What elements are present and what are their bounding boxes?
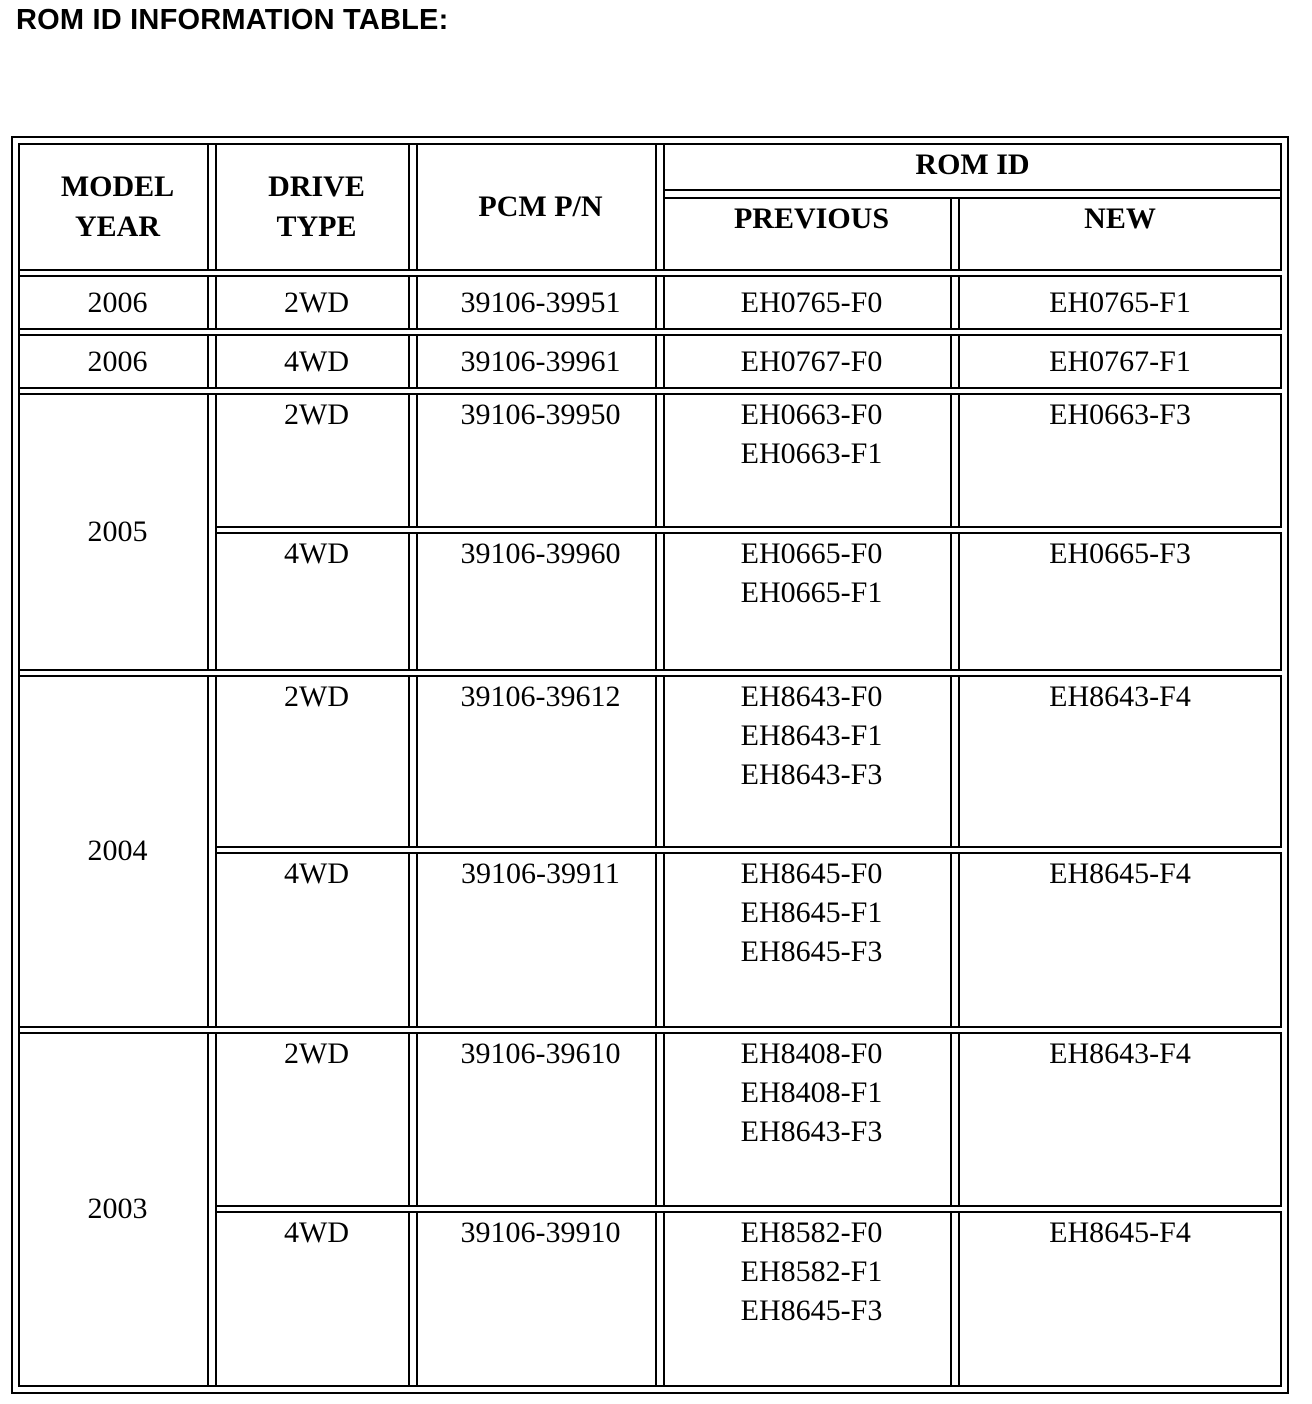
- previous-rom-id-cell: [665, 277, 960, 330]
- previous-rom-id: EH8643-F0: [740, 679, 883, 713]
- document-title: ROM ID INFORMATION TABLE:: [16, 4, 449, 36]
- pcm-pn-cell: 39106-39910: [418, 1213, 665, 1387]
- pcm-pn-cell: 39106-39950: [418, 395, 665, 528]
- model-year-cell: 2003: [20, 1034, 217, 1387]
- previous-rom-id-cell: [665, 395, 960, 528]
- previous-rom-id: EH8643-F1: [740, 718, 883, 752]
- pcm-pn-cell: 39106-39911: [418, 854, 665, 1027]
- table-row: [20, 677, 1282, 848]
- previous-rom-id-cell: [665, 854, 960, 1027]
- header-drive-type-line1: DRIVE: [268, 170, 365, 203]
- drive-type-cell: 2WD: [217, 1034, 418, 1207]
- previous-rom-id: EH8645-F3: [740, 1294, 883, 1328]
- header-model-year-line1: MODEL: [60, 170, 175, 203]
- previous-rom-id-cell: [665, 336, 960, 389]
- previous-rom-id-cell: [665, 1034, 960, 1207]
- header-pcm-pn: PCM P/N: [418, 145, 665, 271]
- model-year-cell: 2006: [20, 336, 217, 389]
- previous-rom-id: EH8582-F1: [740, 1255, 883, 1289]
- new-rom-id-cell: EH0665-F3: [960, 534, 1282, 671]
- table-row: [20, 1034, 1282, 1207]
- model-year-cell: 2006: [20, 277, 217, 330]
- new-rom-id-cell: EH0765-F1: [960, 277, 1282, 330]
- previous-rom-id: EH0765-F0: [740, 285, 883, 319]
- rom-id-table-body: [20, 271, 1282, 1387]
- new-rom-id-cell: EH8643-F4: [960, 677, 1282, 848]
- previous-rom-id: EH8582-F0: [740, 1216, 883, 1250]
- previous-rom-id: EH8645-F3: [740, 935, 883, 969]
- drive-type-cell: 2WD: [217, 677, 418, 848]
- rom-id-table: [18, 143, 1282, 1387]
- drive-type-cell: 4WD: [217, 534, 418, 671]
- model-year-cell: 2004: [20, 677, 217, 1028]
- table-row: [20, 336, 1282, 389]
- previous-rom-id-cell: [665, 677, 960, 848]
- drive-type-cell: 2WD: [217, 277, 418, 330]
- previous-rom-id: EH8408-F0: [740, 1036, 883, 1070]
- drive-type-cell: 4WD: [217, 854, 418, 1027]
- drive-type-cell: 2WD: [217, 395, 418, 528]
- table-row: [20, 277, 1282, 330]
- previous-rom-id: EH0665-F1: [740, 576, 883, 610]
- header-rom-id: ROM ID: [665, 145, 1282, 199]
- table-row: [20, 395, 1282, 528]
- model-year-cell: 2005: [20, 395, 217, 670]
- previous-rom-id: EH8645-F1: [740, 896, 883, 930]
- pcm-pn-cell: 39106-39951: [418, 277, 665, 330]
- new-rom-id-cell: EH8645-F4: [960, 854, 1282, 1027]
- header-previous: PREVIOUS: [665, 199, 960, 271]
- pcm-pn-cell: 39106-39961: [418, 336, 665, 389]
- rom-id-table-frame: [11, 136, 1289, 1394]
- pcm-pn-cell: 39106-39612: [418, 677, 665, 848]
- new-rom-id-cell: EH0663-F3: [960, 395, 1282, 528]
- previous-rom-id: EH0665-F0: [740, 537, 883, 571]
- drive-type-cell: 4WD: [217, 1213, 418, 1387]
- header-new: NEW: [960, 199, 1282, 271]
- previous-rom-id-cell: [665, 534, 960, 671]
- previous-rom-id: EH8643-F3: [740, 1114, 883, 1148]
- new-rom-id-cell: EH8643-F4: [960, 1034, 1282, 1207]
- previous-rom-id: EH0663-F1: [740, 437, 883, 471]
- header-drive-type-line2: TYPE: [276, 210, 357, 243]
- previous-rom-id: EH8408-F1: [740, 1075, 883, 1109]
- previous-rom-id: EH0663-F0: [740, 398, 883, 432]
- pcm-pn-cell: 39106-39610: [418, 1034, 665, 1207]
- previous-rom-id: EH8643-F3: [740, 757, 883, 791]
- new-rom-id-cell: EH8645-F4: [960, 1213, 1282, 1387]
- previous-rom-id: EH0767-F0: [740, 344, 883, 378]
- header-model-year-line2: YEAR: [74, 210, 160, 243]
- previous-rom-id-cell: [665, 1213, 960, 1387]
- pcm-pn-cell: 39106-39960: [418, 534, 665, 671]
- header-model-year: [20, 145, 217, 271]
- previous-rom-id: EH8645-F0: [740, 857, 883, 891]
- header-drive-type: [217, 145, 418, 271]
- new-rom-id-cell: EH0767-F1: [960, 336, 1282, 389]
- drive-type-cell: 4WD: [217, 336, 418, 389]
